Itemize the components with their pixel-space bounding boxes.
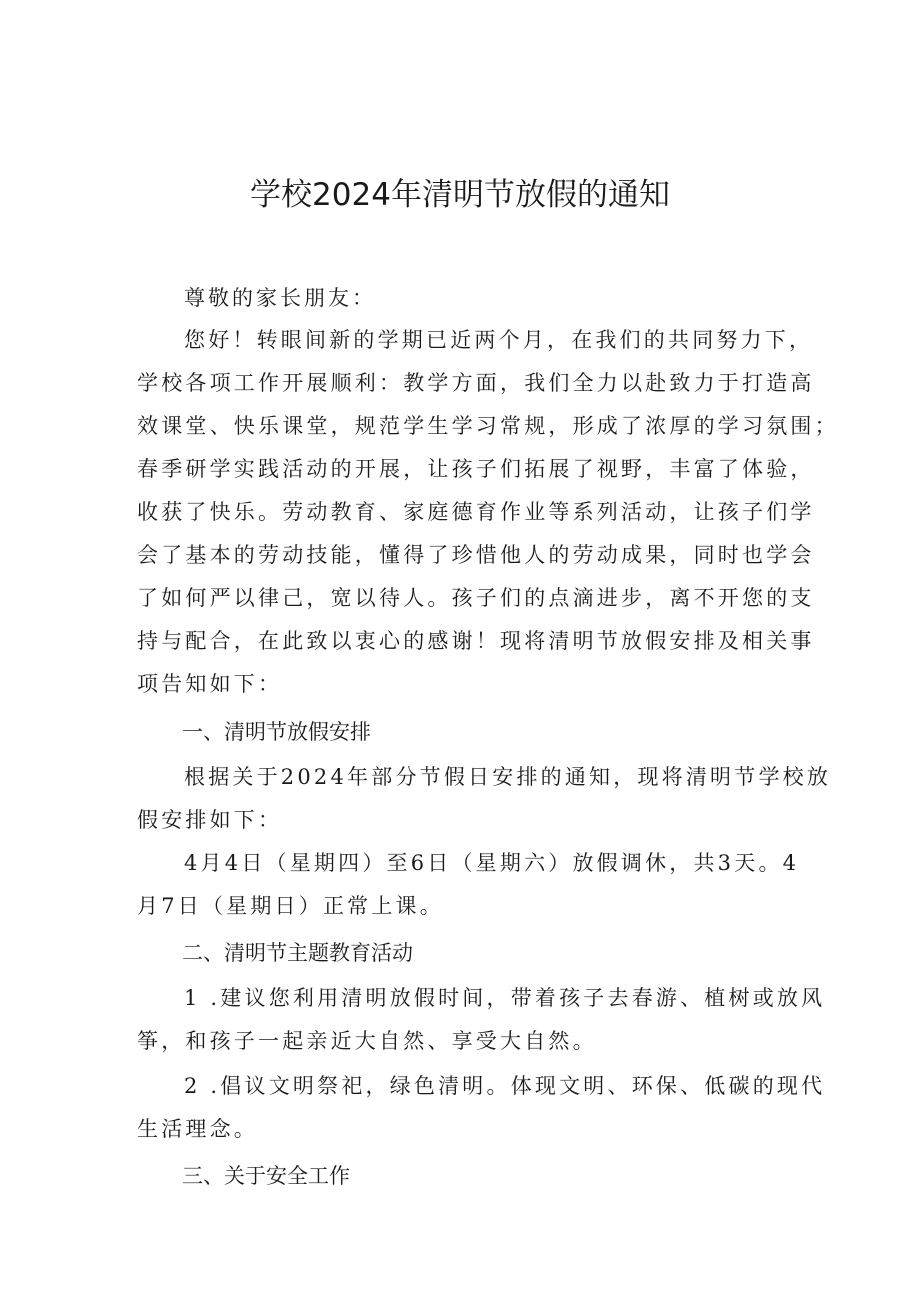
intro-line: 项告知如下： [137, 672, 283, 696]
section1-para-line: 假安排如下： [137, 808, 283, 832]
section2-item-line: 2 .倡议文明祭祀，绿色清明。体现文明、环保、低碳的现代 [184, 1074, 826, 1098]
document-title: 学校2024年清明节放假的通知 [250, 177, 670, 213]
intro-line: 收获了快乐。劳动教育、家庭德育作业等系列活动，让孩子们学 [137, 500, 815, 524]
section-heading: 三、关于安全工作 [182, 1164, 350, 1188]
intro-line: 您好！转眼间新的学期已近两个月，在我们的共同努力下， [184, 328, 814, 352]
section2-item-line: 1 .建议您利用清明放假时间，带着孩子去春游、植树或放风 [184, 986, 826, 1010]
intro-line: 持与配合，在此致以衷心的感谢！现将清明节放假安排及相关事 [137, 629, 815, 653]
section2-item-line: 筝，和孩子一起亲近大自然、享受大自然。 [137, 1029, 597, 1053]
section1-para-line: 4月4日（星期四）至6日（星期六）放假调休，共3天。4 [184, 851, 800, 875]
intro-line: 效课堂、快乐课堂，规范学生学习常规，形成了浓厚的学习氛围； [137, 414, 839, 438]
section2-item-line: 生活理念。 [137, 1117, 258, 1141]
section1-para-line: 根据关于2024年部分节假日安排的通知，现将清明节学校放 [184, 765, 832, 789]
section1-para-line: 月7日（星期日）正常上课。 [137, 894, 444, 918]
intro-line: 会了基本的劳动技能，懂得了珍惜他人的劳动成果，同时也学会 [137, 543, 815, 567]
intro-line: 学校各项工作开展顺利：教学方面，我们全力以赴致力于打造高 [137, 371, 815, 395]
intro-line: 春季研学实践活动的开展，让孩子们拓展了视野，丰富了体验， [137, 457, 815, 481]
section-heading: 一、清明节放假安排 [182, 720, 371, 744]
salutation: 尊敬的家长朋友： [184, 286, 376, 310]
section-heading: 二、清明节主题教育活动 [182, 941, 413, 965]
intro-line: 了如何严以律己，宽以待人。孩子们的点滴进步，离不开您的支 [137, 586, 815, 610]
